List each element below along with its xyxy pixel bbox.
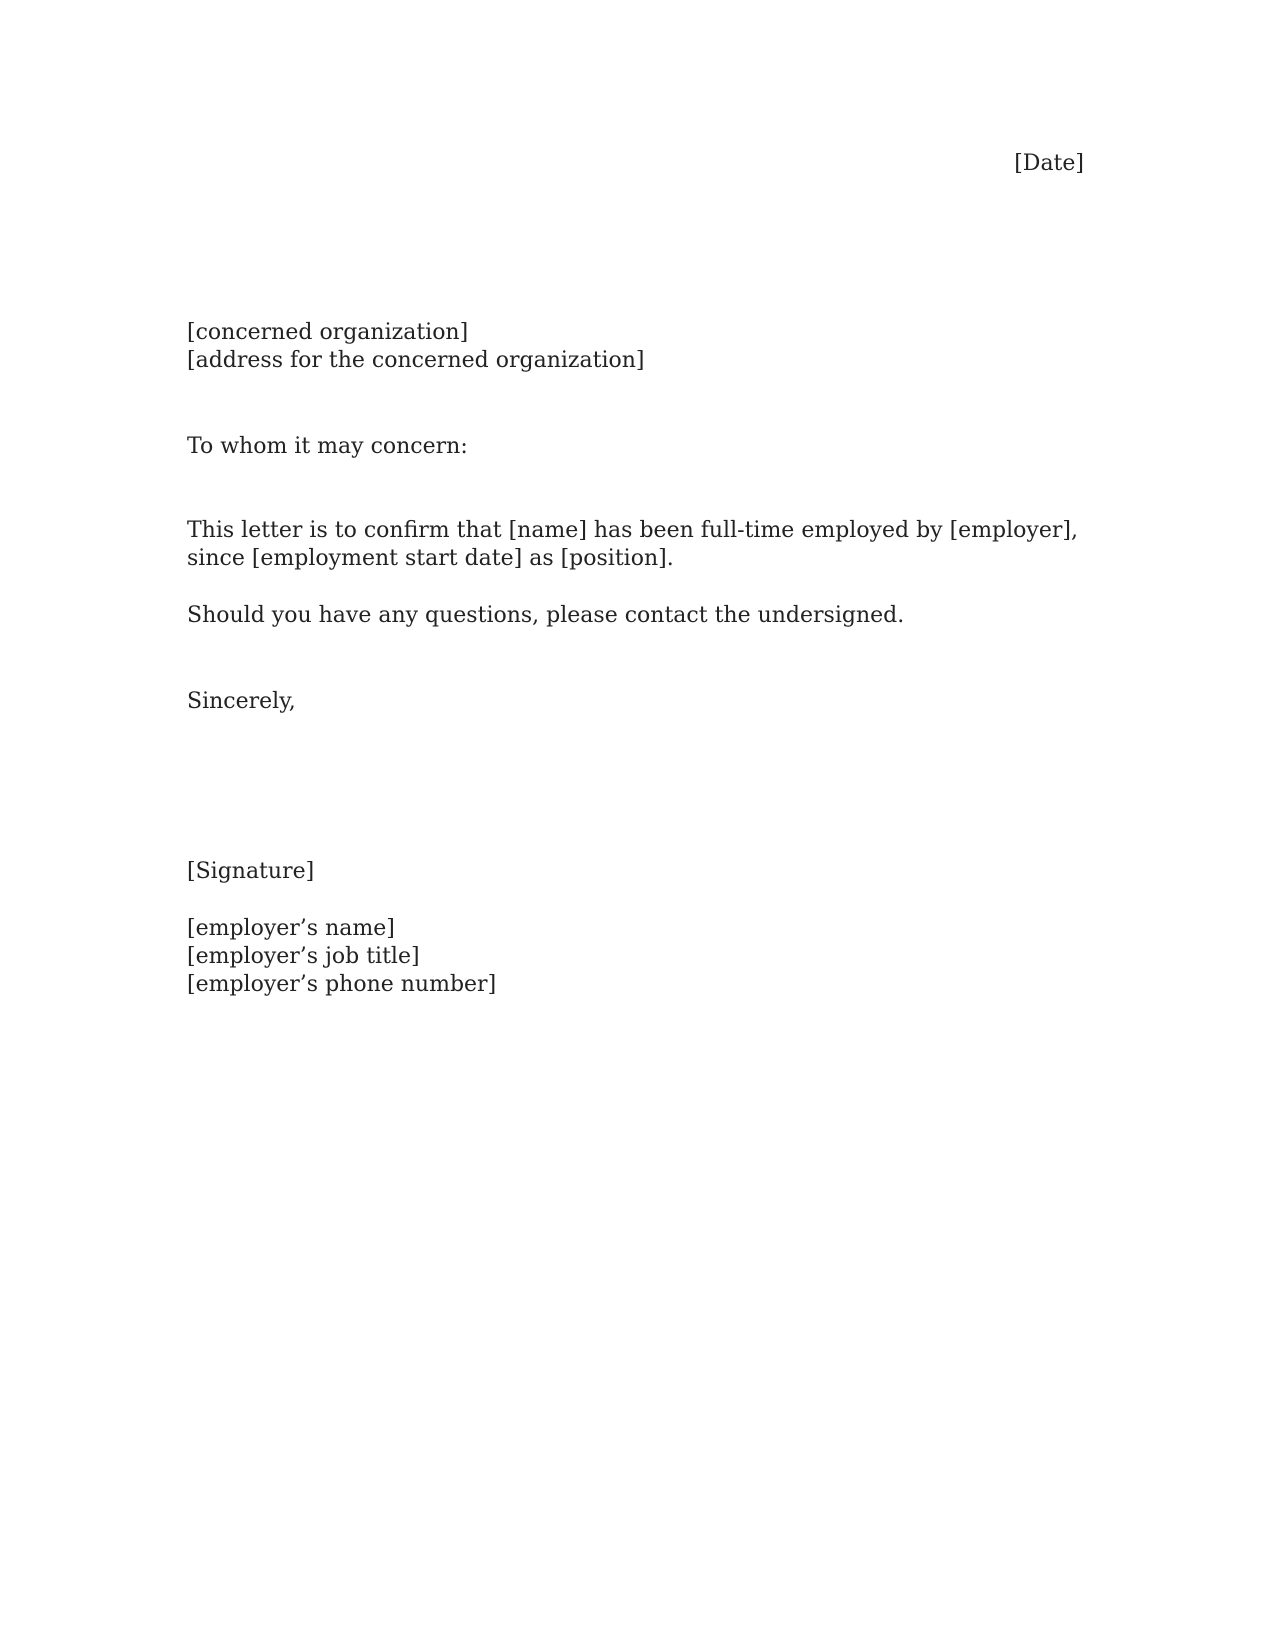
recipient-address: [address for the concerned organization] <box>187 348 645 373</box>
salutation: To whom it may concern: <box>187 434 468 459</box>
signature-placeholder: [Signature] <box>187 859 315 884</box>
letter-date: [Date] <box>1014 151 1084 176</box>
body-paragraph-2: Should you have any questions, please contact the undersigned. <box>187 603 905 628</box>
recipient-organization: [concerned organization] <box>187 320 469 345</box>
signer-job-title: [employer’s job title] <box>187 944 420 969</box>
body-paragraph-1-line-1: This letter is to confirm that [name] has been full-time employed by [employer], <box>187 518 1078 543</box>
closing: Sincerely, <box>187 689 296 714</box>
signer-phone: [employer’s phone number] <box>187 972 497 997</box>
signer-name: [employer’s name] <box>187 916 395 941</box>
body-paragraph-1-line-2: since [employment start date] as [position]. <box>187 546 674 571</box>
